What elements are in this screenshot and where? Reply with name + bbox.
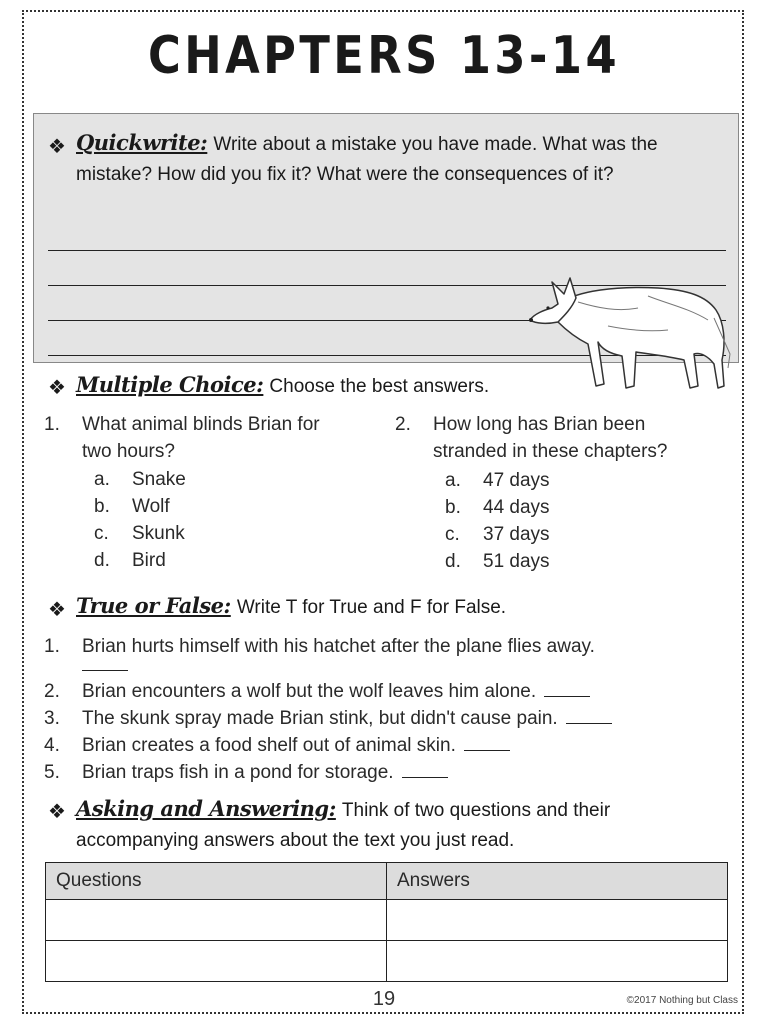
asking-answering-instructions-2: accompanying answers about the text you just read. [76,830,515,851]
option-text: Wolf [132,496,170,517]
true-false-header [76,591,506,623]
true-false-instructions: Write T for True and F for False. [236,597,507,618]
tf-text: Brian traps fish in a pond for storage. [82,762,394,783]
table-row [46,941,728,982]
tf-text: Brian encounters a wolf but the wolf leaves him alone. [82,681,537,702]
copyright-notice: ©2017 Nothing but Class [626,995,738,1006]
tf-answer-blank-line [82,652,128,679]
option-text: 44 days [483,497,550,518]
option-text: Snake [132,469,186,490]
option-text: 51 days [483,551,550,572]
tf-item [44,678,590,705]
diamond-bullet-icon: ❖ [48,134,66,158]
answer-blank[interactable] [464,732,510,751]
quickwrite-line-1 [76,128,658,160]
diamond-bullet-icon: ❖ [48,597,66,621]
tf-number: 1. [44,636,60,657]
questions-answers-table [45,862,728,982]
table-header-questions: Questions [46,863,387,900]
option-letter: a. [445,470,461,491]
mc-question-1 [44,411,364,471]
option-letter: d. [94,550,110,571]
option-letter: a. [94,469,110,490]
tf-number: 5. [44,762,60,783]
option-letter: b. [94,496,110,517]
asking-answering-instructions-1: Think of two questions and their [341,800,611,821]
option-text: Skunk [132,523,185,544]
tf-number: 4. [44,735,60,756]
answer-cell[interactable] [387,941,728,982]
answer-blank[interactable] [402,759,448,778]
option-letter: b. [445,497,461,518]
answer-blank[interactable] [82,652,128,671]
tf-item [44,705,612,732]
page-title: CHAPTERS 13-14 [147,26,621,86]
wolf-icon [518,268,736,408]
multiple-choice-header [76,370,489,402]
tf-text: Brian hurts himself with his hatchet after the plane flies away. [82,636,595,657]
question-text: How long has Brian been [433,414,646,435]
question-text: stranded in these chapters? [433,441,668,462]
diamond-bullet-icon: ❖ [48,799,66,823]
true-false-heading: True or False: [76,593,231,618]
quickwrite-prompt-1: Write about a mistake you have made. What was the [213,134,658,155]
question-cell[interactable] [46,900,387,941]
table-header-row [46,863,728,900]
tf-number: 2. [44,681,60,702]
quickwrite-prompt-2: mistake? How did you fix it? What were the consequences of it? [76,164,614,185]
option-text: 37 days [483,524,550,545]
diamond-bullet-icon: ❖ [48,375,66,399]
tf-text: Brian creates a food shelf out of animal skin. [82,735,456,756]
multiple-choice-instructions: Choose the best answers. [269,376,490,397]
question-cell[interactable] [46,941,387,982]
answer-blank[interactable] [566,705,612,724]
question-number: 2. [395,414,411,435]
writing-line[interactable] [48,216,726,251]
mc-question-2 [395,411,725,471]
table-row [46,900,728,941]
option-letter: c. [445,524,460,545]
asking-answering-heading: Asking and Answering: [76,796,336,821]
question-text: What animal blinds Brian for [82,414,320,435]
tf-text: The skunk spray made Brian stink, but didn't cause pain. [82,708,558,729]
option-text: Bird [132,550,166,571]
question-text: two hours? [82,441,175,462]
option-letter: d. [445,551,461,572]
quickwrite-heading: Quickwrite: [76,130,208,155]
table-header-answers: Answers [387,863,728,900]
answer-cell[interactable] [387,900,728,941]
page-number: 19 [372,988,396,1010]
tf-item [44,732,510,759]
question-number: 1. [44,414,60,435]
asking-answering-header [76,794,610,826]
tf-item [44,759,448,786]
tf-number: 3. [44,708,60,729]
multiple-choice-heading: Multiple Choice: [76,372,264,397]
answer-blank[interactable] [544,678,590,697]
option-letter: c. [94,523,109,544]
option-text: 47 days [483,470,550,491]
